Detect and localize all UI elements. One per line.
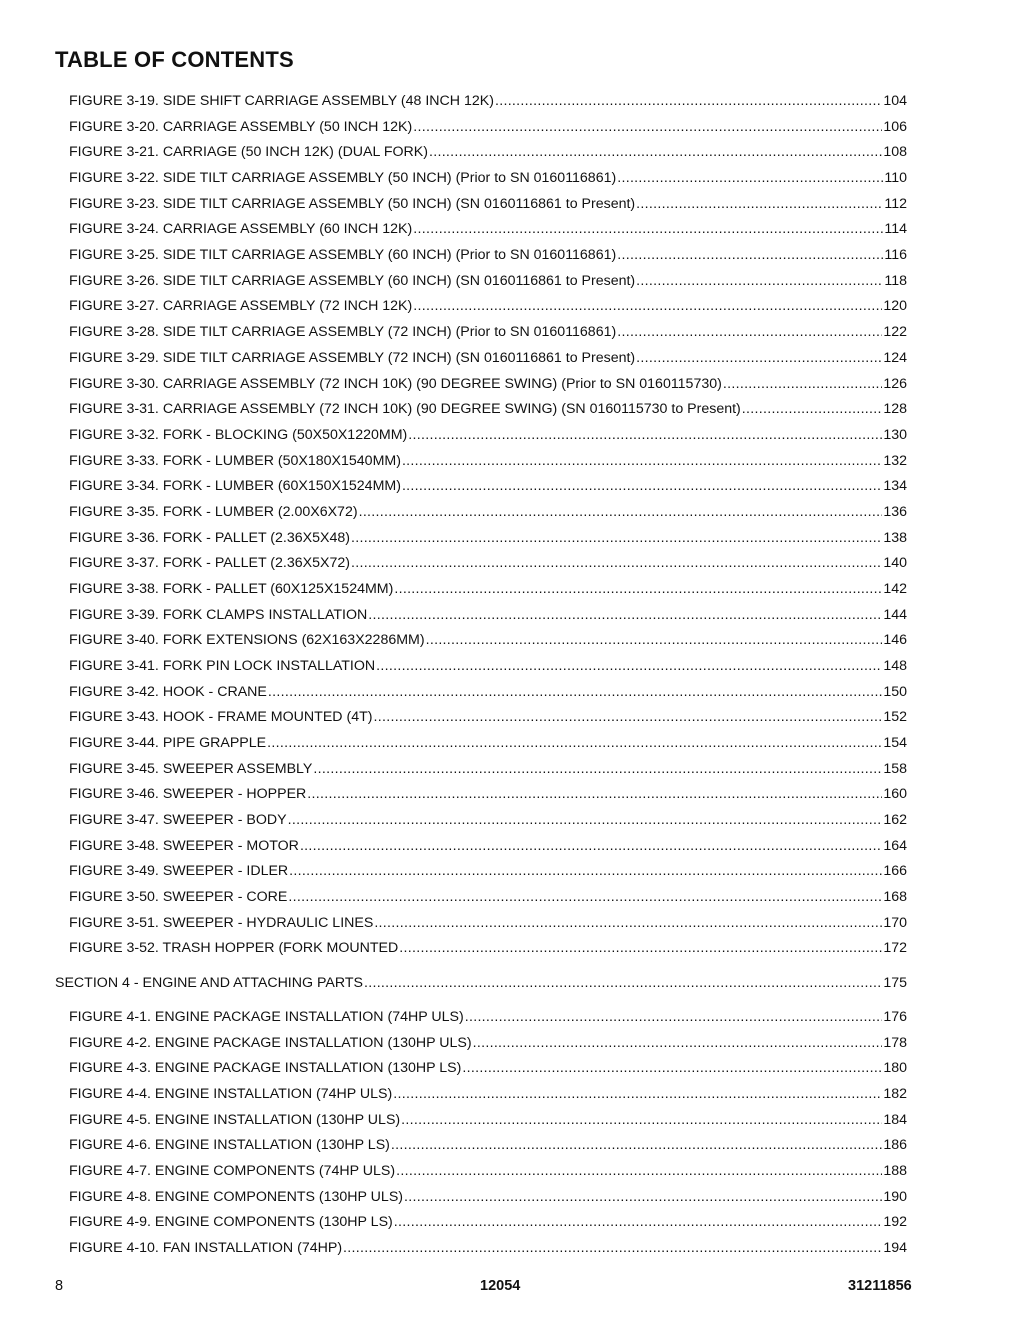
- toc-entry-page: 186: [883, 1137, 907, 1154]
- toc-entry-page: 158: [883, 760, 907, 777]
- toc-entry-page: 178: [883, 1034, 907, 1051]
- toc-entry-label: FIGURE 3-21. CARRIAGE (50 INCH 12K) (DUAL FORK): [69, 144, 428, 161]
- toc-entry[interactable]: [69, 167, 907, 187]
- toc-entry-label: FIGURE 4-8. ENGINE COMPONENTS (130HP ULS): [69, 1188, 404, 1205]
- toc-entry[interactable]: [69, 604, 907, 624]
- toc-entry-page: 166: [883, 863, 907, 880]
- toc-dot-leader: [742, 400, 883, 418]
- toc-entry[interactable]: [69, 758, 907, 778]
- toc-entry-page: 170: [883, 914, 907, 931]
- toc-entry-page: 182: [883, 1085, 907, 1102]
- toc-entry-page: 128: [883, 401, 907, 418]
- toc-entry-page: 162: [883, 812, 907, 828]
- toc-dot-leader: [351, 554, 882, 572]
- toc-entry-label: FIGURE 3-27. CARRIAGE ASSEMBLY (72 INCH 12K): [69, 298, 413, 315]
- toc-entry[interactable]: [69, 116, 907, 136]
- toc-entry-page: 114: [884, 221, 907, 238]
- toc-entry[interactable]: [69, 655, 907, 675]
- toc-entry[interactable]: [69, 1057, 907, 1077]
- toc-entry-page: 122: [883, 324, 907, 341]
- toc-dot-leader: [396, 1162, 882, 1180]
- toc-dot-leader: [288, 888, 882, 906]
- toc-entry-label: FIGURE 3-46. SWEEPER - HOPPER: [69, 786, 307, 803]
- toc-entry[interactable]: [69, 347, 907, 367]
- toc-dot-leader: [413, 297, 882, 315]
- toc-dot-leader: [413, 118, 882, 136]
- toc-dot-leader: [394, 1213, 883, 1231]
- toc-entry-page: 194: [883, 1239, 907, 1256]
- toc-entry[interactable]: [69, 1109, 907, 1129]
- toc-entry-label: FIGURE 3-28. SIDE TILT CARRIAGE ASSEMBLY (72 INCH) (Prior to SN 0160116861): [69, 324, 617, 341]
- toc-dot-leader: [429, 143, 882, 161]
- toc-dot-leader: [465, 1008, 883, 1026]
- toc-entry[interactable]: [69, 732, 907, 752]
- toc-entry[interactable]: [69, 578, 907, 598]
- toc-dot-leader: [636, 272, 883, 290]
- toc-entry-page: 146: [883, 632, 907, 649]
- toc-dot-leader: [307, 785, 882, 803]
- toc-entry-page: 106: [883, 118, 907, 135]
- toc-entry-label: FIGURE 3-51. SWEEPER - HYDRAULIC LINES: [69, 914, 374, 931]
- toc-dot-leader: [401, 1111, 882, 1129]
- toc-entry-page: 184: [883, 1111, 907, 1128]
- toc-entry-page: 118: [884, 272, 907, 289]
- toc-entry-page: 136: [883, 503, 907, 520]
- toc-entry[interactable]: [69, 424, 907, 444]
- toc-dot-leader: [636, 195, 883, 213]
- toc-dot-leader: [636, 349, 882, 367]
- toc-dot-leader: [426, 631, 883, 649]
- toc-entry-page: 110: [884, 170, 907, 186]
- toc-entry-label: FIGURE 3-44. PIPE GRAPPLE: [69, 735, 267, 751]
- toc-dot-leader: [289, 862, 882, 880]
- toc-entry-label: FIGURE 4-6. ENGINE INSTALLATION (130HP LS): [69, 1137, 390, 1154]
- toc-section-entry[interactable]: [55, 972, 907, 992]
- toc-entry-label: FIGURE 3-22. SIDE TILT CARRIAGE ASSEMBLY (50 INCH) (Prior to SN 0160116861): [69, 170, 617, 186]
- toc-entry[interactable]: [69, 552, 907, 572]
- toc-entry[interactable]: [69, 1006, 907, 1026]
- toc-dot-leader: [402, 477, 882, 495]
- toc-entry[interactable]: [69, 1134, 907, 1154]
- toc-dot-leader: [267, 734, 882, 752]
- toc-entry[interactable]: [69, 218, 907, 238]
- toc-dot-leader: [300, 837, 882, 855]
- toc-entry-page: 150: [883, 683, 907, 700]
- toc-dot-leader: [359, 503, 883, 521]
- toc-entry-label: FIGURE 4-10. FAN INSTALLATION (74HP): [69, 1239, 343, 1256]
- toc-dot-leader: [268, 683, 882, 701]
- toc-entry-label: FIGURE 3-50. SWEEPER - CORE: [69, 889, 288, 906]
- toc-entry-page: 190: [883, 1188, 907, 1205]
- toc-entry[interactable]: [69, 475, 907, 495]
- toc-dot-leader: [373, 708, 882, 726]
- toc-entry-label: FIGURE 3-32. FORK - BLOCKING (50X50X1220MM): [69, 426, 408, 443]
- toc-entry-page: 142: [883, 580, 907, 597]
- toc-entry-label: FIGURE 3-47. SWEEPER - BODY: [69, 812, 287, 828]
- footer-part-number: 31211856: [848, 1278, 912, 1294]
- toc-entry[interactable]: [69, 270, 907, 290]
- toc-entry-label: FIGURE 3-52. TRASH HOPPER (FORK MOUNTED: [69, 940, 399, 957]
- toc-entry[interactable]: [69, 886, 907, 906]
- toc-entry-page: 120: [883, 298, 907, 315]
- toc-entry-label: FIGURE 3-35. FORK - LUMBER (2.00X6X72): [69, 503, 358, 520]
- toc-entry[interactable]: [69, 244, 907, 264]
- toc-entry[interactable]: [69, 1237, 907, 1257]
- toc-entry-label: FIGURE 4-9. ENGINE COMPONENTS (130HP LS): [69, 1214, 393, 1231]
- toc-entry-label: FIGURE 3-25. SIDE TILT CARRIAGE ASSEMBLY (60 INCH) (Prior to SN 0160116861): [69, 247, 617, 264]
- toc-entry-label: FIGURE 3-29. SIDE TILT CARRIAGE ASSEMBLY (72 INCH) (SN 0160116861 to Present): [69, 349, 636, 366]
- toc-dot-leader: [617, 169, 883, 187]
- toc-entry-label: FIGURE 4-4. ENGINE INSTALLATION (74HP ULS): [69, 1085, 393, 1102]
- toc-entry[interactable]: [69, 783, 907, 803]
- toc-dot-leader: [313, 760, 882, 778]
- toc-entry[interactable]: [69, 501, 907, 521]
- toc-entry-label: FIGURE 3-43. HOOK - FRAME MOUNTED (4T): [69, 709, 373, 726]
- toc-entry-label: FIGURE 3-39. FORK CLAMPS INSTALLATION: [69, 606, 368, 623]
- toc-entry-label: FIGURE 3-41. FORK PIN LOCK INSTALLATION: [69, 658, 376, 674]
- toc-entry-page: 175: [883, 975, 907, 992]
- toc-entry-label: FIGURE 3-34. FORK - LUMBER (60X150X1524MM): [69, 478, 401, 495]
- toc-dot-leader: [376, 657, 882, 675]
- toc-entry-page: 180: [883, 1060, 907, 1077]
- toc-entry-label: FIGURE 3-24. CARRIAGE ASSEMBLY (60 INCH 12K): [69, 221, 413, 238]
- toc-dot-leader: [374, 914, 882, 932]
- toc-entry-page: 192: [883, 1214, 907, 1231]
- toc-entry[interactable]: [69, 527, 907, 547]
- toc-entry-page: 164: [883, 837, 907, 854]
- toc-dot-leader: [351, 529, 882, 547]
- toc-entry-label: FIGURE 3-26. SIDE TILT CARRIAGE ASSEMBLY (60 INCH) (SN 0160116861 to Present): [69, 272, 636, 289]
- toc-dot-leader: [404, 1188, 882, 1206]
- toc-entry-page: 160: [883, 786, 907, 803]
- toc-entry[interactable]: [69, 937, 907, 957]
- toc-entry-label: FIGURE 3-19. SIDE SHIFT CARRIAGE ASSEMBLY (48 INCH 12K): [69, 93, 494, 109]
- toc-entry[interactable]: [69, 295, 907, 315]
- toc-entry[interactable]: [69, 860, 907, 880]
- toc-entry-label: FIGURE 4-1. ENGINE PACKAGE INSTALLATION (74HP ULS): [69, 1008, 464, 1025]
- toc-entry-label: FIGURE 3-37. FORK - PALLET (2.36X5X72): [69, 555, 350, 572]
- toc-dot-leader: [617, 323, 882, 341]
- toc-entry[interactable]: [69, 706, 907, 726]
- toc-entry[interactable]: [69, 835, 907, 855]
- toc-entry[interactable]: [69, 141, 907, 161]
- toc-entry[interactable]: [69, 321, 907, 341]
- toc-entry-label: FIGURE 3-45. SWEEPER ASSEMBLY: [69, 760, 313, 777]
- toc-entry-label: FIGURE 4-7. ENGINE COMPONENTS (74HP ULS): [69, 1162, 396, 1179]
- toc-dot-leader: [364, 974, 882, 992]
- toc-dot-leader: [495, 92, 882, 110]
- toc-entry-label: FIGURE 3-42. HOOK - CRANE: [69, 683, 267, 700]
- toc-entry[interactable]: [69, 193, 907, 213]
- toc-entry-label: FIGURE 3-20. CARRIAGE ASSEMBLY (50 INCH 12K): [69, 118, 413, 135]
- toc-entry-label: FIGURE 3-30. CARRIAGE ASSEMBLY (72 INCH 10K) (90 DEGREE SWING) (Prior to SN 0160115730): [69, 375, 722, 392]
- toc-entry[interactable]: [69, 1032, 907, 1052]
- toc-entry[interactable]: [69, 1186, 907, 1206]
- toc-entry-label: SECTION 4 - ENGINE AND ATTACHING PARTS: [55, 975, 363, 992]
- toc-dot-leader: [391, 1136, 882, 1154]
- page-title: TABLE OF CONTENTS: [55, 47, 294, 72]
- toc-entry-label: FIGURE 3-23. SIDE TILT CARRIAGE ASSEMBLY (50 INCH) (SN 0160116861 to Present): [69, 195, 636, 212]
- toc-dot-leader: [288, 811, 883, 829]
- toc-dot-leader: [393, 1085, 882, 1103]
- toc-entry-label: FIGURE 3-48. SWEEPER - MOTOR: [69, 837, 299, 854]
- toc-entry-page: 124: [883, 349, 907, 366]
- toc-dot-leader: [399, 939, 882, 957]
- toc-entry-page: 108: [883, 144, 907, 161]
- toc-entry-page: 172: [883, 940, 907, 957]
- toc-entry-page: 152: [883, 709, 907, 726]
- toc-dot-leader: [408, 426, 882, 444]
- toc-entry[interactable]: [69, 450, 907, 470]
- toc-dot-leader: [473, 1034, 883, 1052]
- toc-dot-leader: [617, 246, 883, 264]
- toc-entry[interactable]: [69, 1160, 907, 1180]
- toc-entry-label: FIGURE 3-36. FORK - PALLET (2.36X5X48): [69, 529, 350, 546]
- toc-entry-page: 144: [883, 606, 907, 623]
- toc-entry-label: FIGURE 3-33. FORK - LUMBER (50X180X1540MM): [69, 452, 401, 469]
- toc-dot-leader: [723, 375, 882, 393]
- toc-entry[interactable]: [69, 1211, 907, 1231]
- toc-entry-label: FIGURE 4-5. ENGINE INSTALLATION (130HP ULS): [69, 1111, 401, 1128]
- toc-entry[interactable]: [69, 90, 907, 110]
- toc-entry-page: 154: [883, 735, 907, 751]
- toc-entry-label: FIGURE 4-3. ENGINE PACKAGE INSTALLATION (130HP LS): [69, 1060, 462, 1077]
- toc-entry-page: 116: [884, 247, 907, 264]
- toc-dot-leader: [413, 220, 883, 238]
- toc-entry[interactable]: [69, 1083, 907, 1103]
- toc-entry-label: FIGURE 4-2. ENGINE PACKAGE INSTALLATION (130HP ULS): [69, 1034, 472, 1051]
- toc-entry-page: 130: [883, 426, 907, 443]
- toc-entry-page: 138: [883, 529, 907, 546]
- toc-dot-leader: [368, 606, 882, 624]
- toc-entry-label: FIGURE 3-31. CARRIAGE ASSEMBLY (72 INCH 10K) (90 DEGREE SWING) (SN 0160115730 to Present): [69, 401, 741, 418]
- toc-entry[interactable]: [69, 629, 907, 649]
- toc-entry-page: 176: [883, 1008, 907, 1025]
- toc-dot-leader: [402, 452, 882, 470]
- footer-page-number: 8: [55, 1278, 64, 1294]
- toc-entry-page: 148: [883, 658, 907, 674]
- toc-entry-label: FIGURE 3-38. FORK - PALLET (60X125X1524MM): [69, 580, 394, 597]
- toc-entry[interactable]: [69, 373, 907, 393]
- toc-entry-page: 168: [883, 889, 907, 906]
- toc-entry[interactable]: [69, 912, 907, 932]
- toc-entry-page: 126: [883, 375, 907, 392]
- toc-dot-leader: [394, 580, 882, 598]
- toc-entry-page: 140: [883, 555, 907, 572]
- toc-entry-label: FIGURE 3-49. SWEEPER - IDLER: [69, 863, 289, 880]
- toc-entry-page: 132: [883, 452, 907, 469]
- toc-entry-page: 188: [883, 1162, 907, 1179]
- toc-dot-leader: [462, 1059, 882, 1077]
- toc-entry[interactable]: [69, 398, 907, 418]
- toc-entry[interactable]: [69, 809, 907, 829]
- toc-entry-page: 104: [883, 93, 907, 109]
- toc-entry-page: 112: [884, 195, 907, 212]
- toc-dot-leader: [343, 1239, 882, 1257]
- toc-entry[interactable]: [69, 681, 907, 701]
- toc-entry-page: 134: [883, 478, 907, 495]
- footer-document-code: 12054: [480, 1278, 521, 1294]
- toc-entry-label: FIGURE 3-40. FORK EXTENSIONS (62X163X2286MM): [69, 632, 425, 649]
